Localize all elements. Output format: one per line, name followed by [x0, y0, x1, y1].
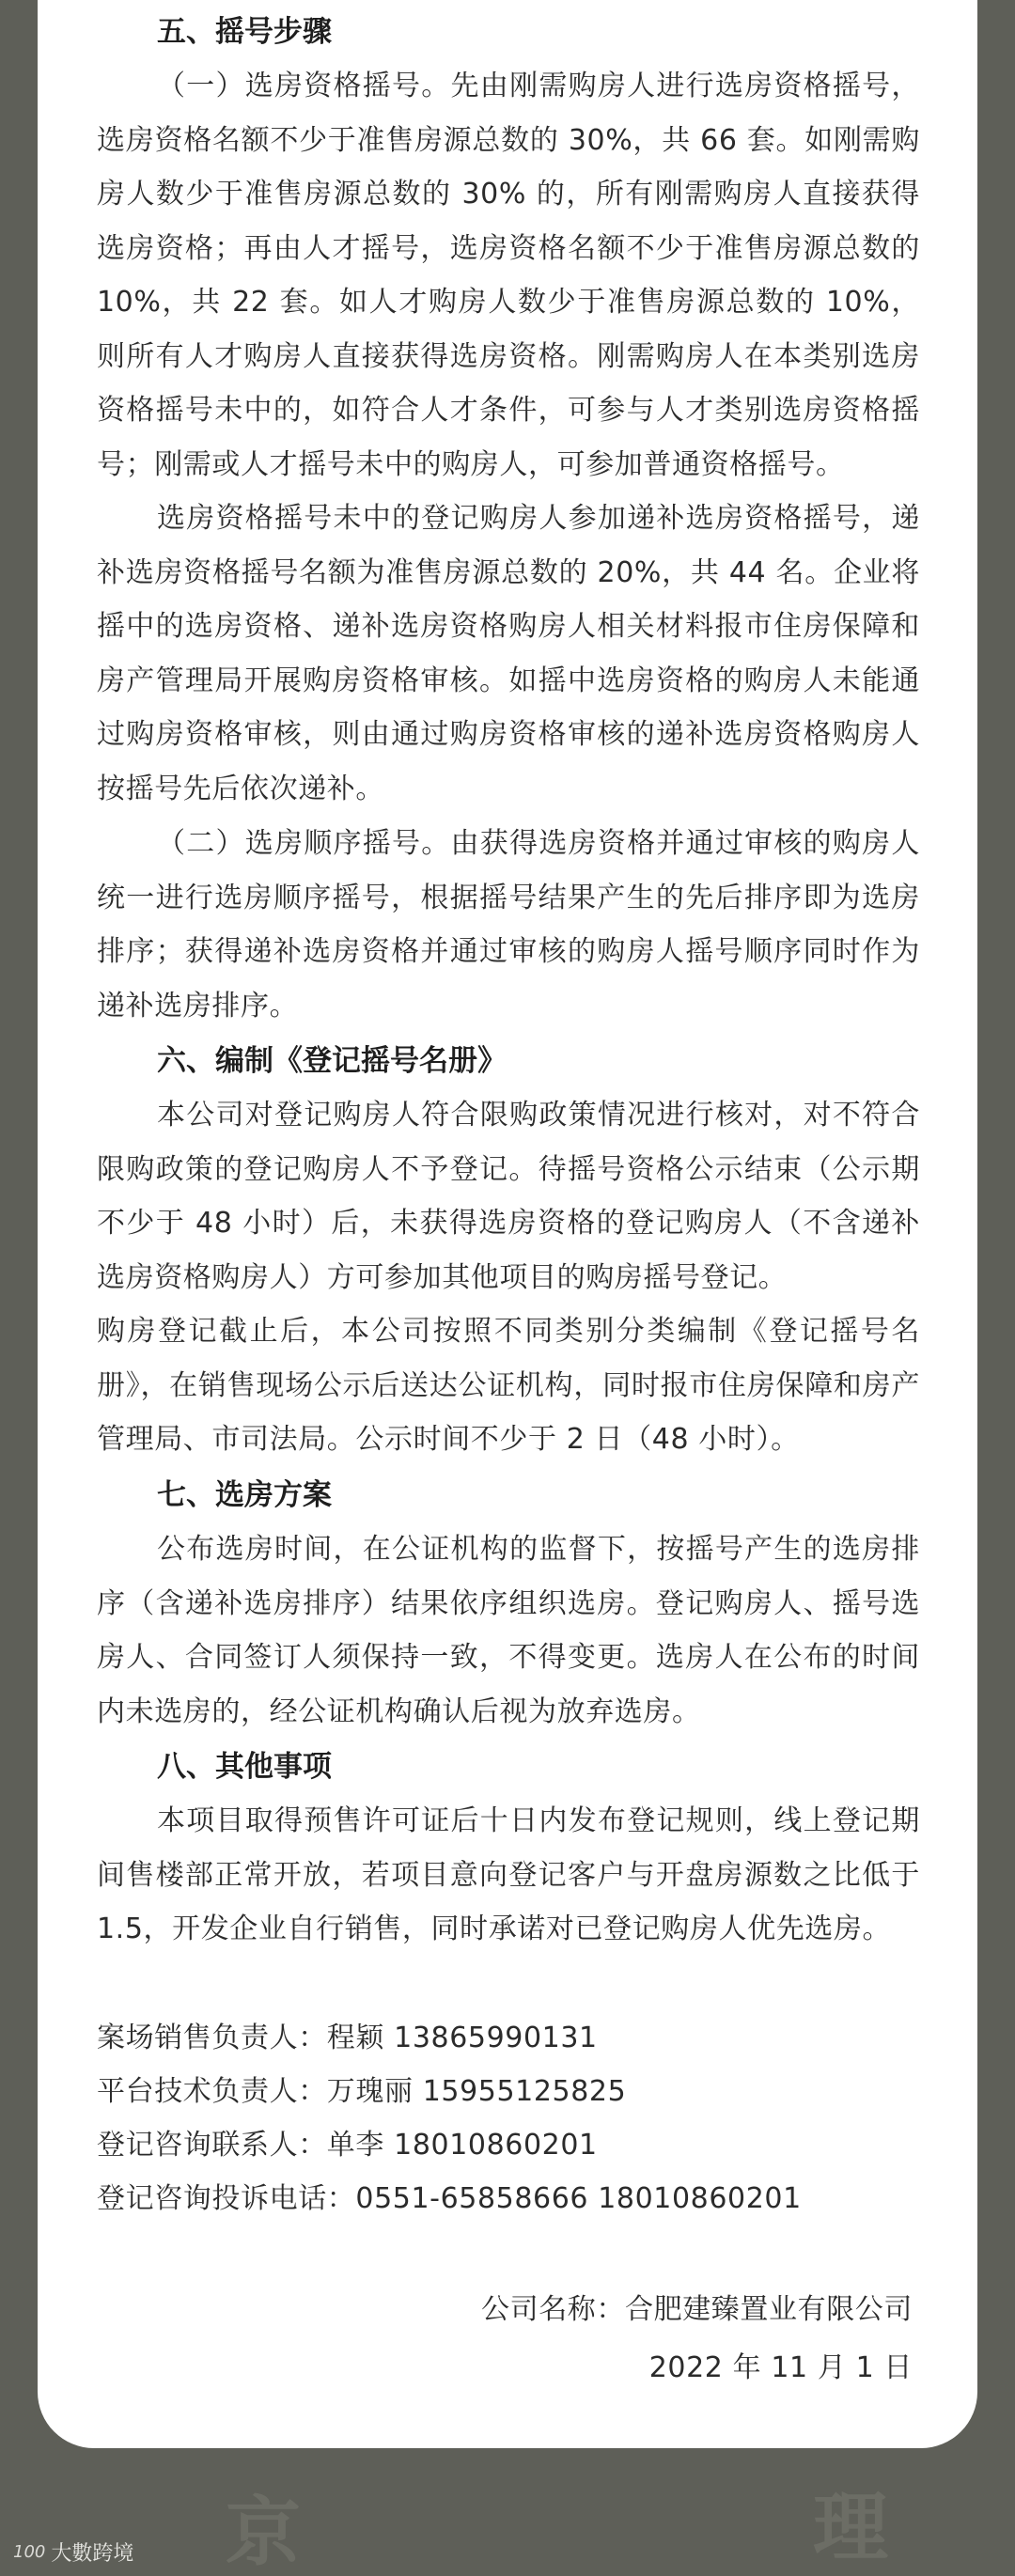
section-6-paragraph-1: 本公司对登记购房人符合限购政策情况进行核对，对不符合限购政策的登记购房人不予登记。待摇号资格公示结束（公示期不少于 48 小时）后，未获得选房资格的登记购房人（不含递补选房资格购房人）方可参加其他项目的购房摇号登记。 — [97, 1099, 920, 1294]
background-char-right: 理 — [813, 2484, 888, 2571]
watermark-logo-icon: 100 — [13, 2542, 46, 2562]
watermark-text: 大數跨境 — [51, 2542, 134, 2566]
section-5-paragraph-2: 选房资格摇号未中的登记购房人参加递补选房资格摇号，递补选房资格摇号名额为准售房源总数的 20%，共 44 名。企业将摇中的选房资格、递补选房资格购房人相关材料报市住房保障和房产管理局开展购房资格审核。如摇中选房资格的购房人未能通过购房资格审核，则由通过购房资格审核的递补选房资格购房人按摇号先后依次递补。 — [97, 502, 920, 805]
section-5-heading: 五、摇号步骤 — [157, 15, 332, 49]
section-6-heading: 六、编制《登记摇号名册》 — [157, 1044, 507, 1078]
section-7-paragraph-1: 公布选房时间，在公证机构的监督下，按摇号产生的选房排序（含递补选房排序）结果依序组织选房。登记购房人、摇号选房人、合同签订人须保持一致，不得变更。选房人在公布的时间内未选房的，经公证机构确认后视为放弃选房。 — [97, 1533, 920, 1728]
section-6-paragraph-2: 购房登记截止后，本公司按照不同类别分类编制《登记摇号名册》，在销售现场公示后送达公证机构，同时报市住房保障和房产管理局、市司法局。公示时间不少于 2 日（48 小时）。 — [97, 1315, 920, 1456]
company-name: 公司名称：合肥建臻置业有限公司 — [481, 2293, 913, 2326]
contact-tech-manager: 平台技术负责人：万瑰丽 15955125825 — [97, 2075, 627, 2108]
document-date: 2022 年 11 月 1 日 — [648, 2351, 913, 2384]
background-char-left: 京 — [226, 2489, 301, 2576]
contact-registration: 登记咨询联系人：单李 18010860201 — [97, 2129, 598, 2162]
section-7-heading: 七、选房方案 — [157, 1478, 332, 1512]
section-5-paragraph-1: （一）选房资格摇号。先由刚需购房人进行选房资格摇号，选房资格名额不少于准售房源总数的 30%，共 66 套。如刚需购房人数少于准售房源总数的 30% 的，所有刚需购房人直接获得选房资格；再由人才摇号，选房资格名额不少于准售房源总数的 10%，共 22 套。如人才购房人数少于准售房源总数的 10%，则所有人才购房人直接获得选房资格。刚需购房人在本类别选房资格摇号未中的，如符合人才条件，可参与人才类别选房资格摇号；刚需或人才摇号未中的购房人，可参加普通资格摇号。 — [97, 70, 920, 481]
section-5-paragraph-3: （二）选房顺序摇号。由获得选房资格并通过审核的购房人统一进行选房顺序摇号，根据摇号结果产生的先后排序即为选房排序；获得递补选房资格并通过审核的购房人摇号顺序同时作为递补选房排序。 — [97, 827, 920, 1023]
contact-complaint-phone: 登记咨询投诉电话：0551-65858666 18010860201 — [97, 2182, 802, 2215]
watermark — [13, 2537, 133, 2567]
contact-sales-manager: 案场销售负责人：程颖 13865990131 — [97, 2022, 598, 2054]
section-8-paragraph-1: 本项目取得预售许可证后十日内发布登记规则，线上登记期间售楼部正常开放，若项目意向登记客户与开盘房源数之比低于 1.5，开发企业自行销售，同时承诺对已登记购房人优先选房。 — [97, 1804, 920, 1945]
section-8-heading: 八、其他事项 — [157, 1750, 332, 1784]
